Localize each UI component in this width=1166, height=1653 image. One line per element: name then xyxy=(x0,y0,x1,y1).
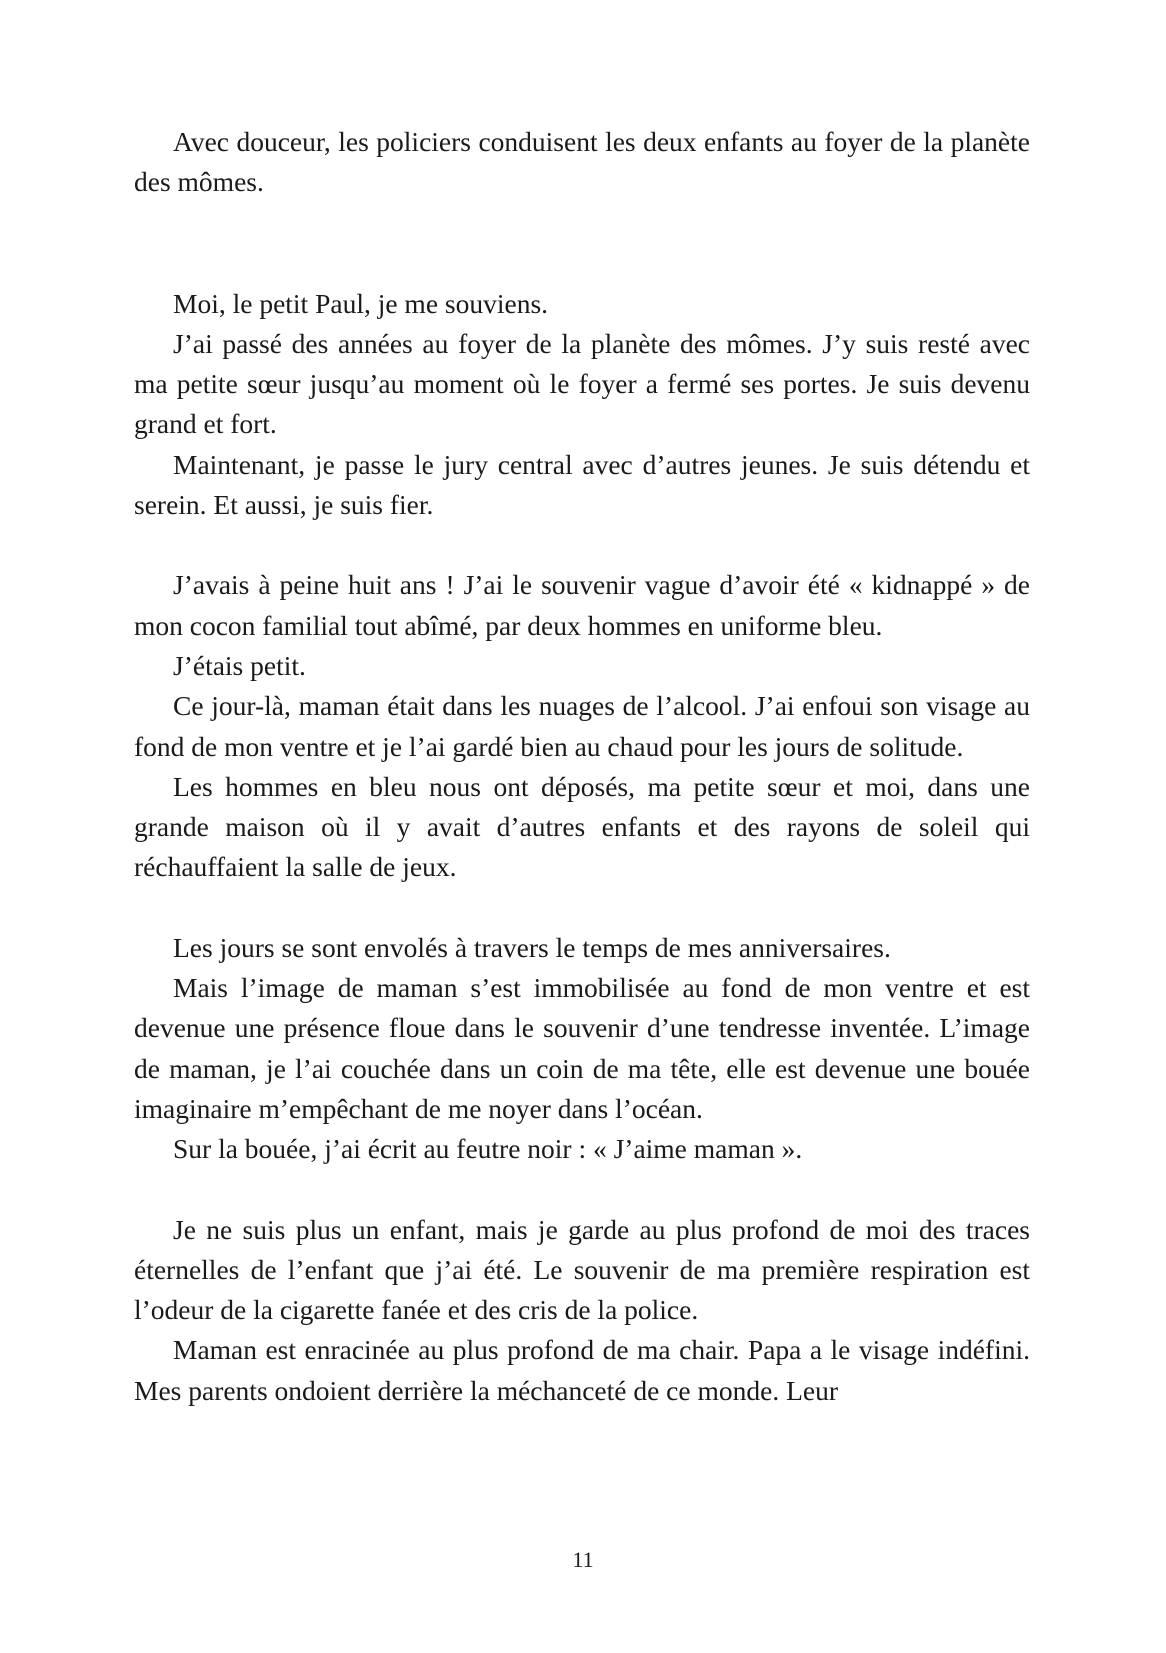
paragraph: J’étais petit. xyxy=(173,649,306,681)
page-number: 11 xyxy=(572,1547,594,1572)
paragraph: Ce jour-là, maman était dans les nuages de l’alcool. J’ai enfoui son visage au fond de mon ventre et je l’ai gardé bien au chaud pour les jours de solitude. xyxy=(134,690,1030,762)
paragraph: Maman est enracinée au plus profond de ma chair. Papa a le visage indéfini. Mes parents ondoient derrière la méchanceté de ce monde. Leur xyxy=(134,1334,1030,1406)
paragraph: J’avais à peine huit ans ! J’ai le souvenir vague d’avoir été « kidnappé » de mon cocon familial tout abîmé, par deux hommes en uniforme bleu. xyxy=(134,569,1030,641)
paragraph: Avec douceur, les policiers conduisent les deux enfants au foyer de la planète des mômes. xyxy=(134,126,1030,198)
section-break xyxy=(134,203,1030,284)
section-break xyxy=(134,525,1030,565)
section-break xyxy=(134,1170,1030,1210)
paragraph: Moi, le petit Paul, je me souviens. xyxy=(173,287,549,319)
paragraph: Mais l’image de maman s’est immobilisée au fond de mon ventre et est devenue une présence floue dans le souvenir d’une tendresse inventée. L’image de maman, je l’ai couchée dans un coin de ma tête, elle est devenue une bouée imaginaire m’empêchant de me noyer dans l’océan. xyxy=(134,972,1030,1124)
paragraph: Maintenant, je passe le jury central avec d’autres jeunes. Je suis détendu et serein. Et aussi, je suis fier. xyxy=(134,448,1030,521)
paragraph: Je ne suis plus un enfant, mais je garde au plus profond de moi des traces éternelles de l’enfant que j’ai été. Le souvenir de ma première respiration est l’odeur de la cigarette fanée et des cris de la police. xyxy=(134,1213,1030,1326)
paragraph: Les jours se sont envolés à travers le temps de mes anniversaires. xyxy=(173,931,891,963)
paragraph: Les hommes en bleu nous ont déposés, ma petite sœur et moi, dans une grande maison où il y avait d’autres enfants et des rayons de soleil qui réchauffaient la salle de jeux. xyxy=(134,770,1030,883)
paragraph: Sur la bouée, j’ai écrit au feutre noir : « J’aime maman ». xyxy=(173,1133,803,1165)
page-body xyxy=(134,122,1030,1411)
section-break xyxy=(134,888,1030,928)
paragraph: J’ai passé des années au foyer de la planète des mômes. J’y suis resté avec ma petite sœur jusqu’au moment où le foyer a fermé ses portes. Je suis devenu grand et fort. xyxy=(134,327,1030,440)
